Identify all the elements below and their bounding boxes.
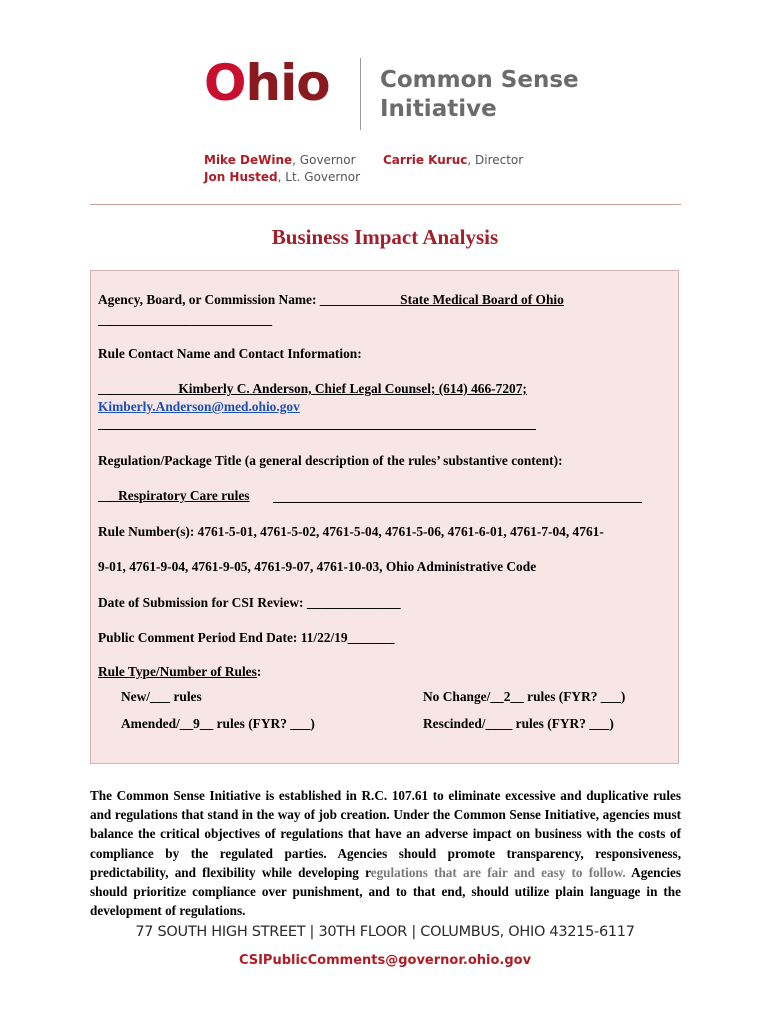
governor-title: , Governor [292,153,356,167]
initiative-line-2: Initiative [380,96,497,122]
comment-period-line [98,630,394,646]
new-rules: New/___ rules [121,689,202,704]
rule-type-heading [98,664,261,680]
page-title: Business Impact Analysis [271,225,499,249]
contact-value: Kimberly C. Anderson, Chief Legal Counsel; (614) 466-7207; [178,381,527,396]
agency-line [98,292,564,308]
director-name: Carrie Kuruc [383,153,468,167]
comment-period-label: Public Comment Period End Date: 11/22/19 [98,630,348,645]
lt-governor-name: Jon Husted [204,170,278,184]
package-title-line [98,488,250,504]
csi-description-paragraph [90,786,681,920]
initiative-line-1: Common Sense [380,67,579,93]
rule-type-colon: : [256,664,262,679]
submission-line [98,595,401,611]
agency-value: State Medical Board of Ohio [400,292,564,307]
header-divider [90,204,681,205]
ohio-logo [204,54,330,112]
contact-underline [98,429,536,430]
comment-period-blank: _______ [347,630,395,645]
paragraph-part-2: egulations that are fair and easy to follow. [370,864,626,880]
paragraph-part-1: The Common Sense Initiative is established in R.C. 107.61 to eliminate excessive and duplicative rules and regulations that stand in the way of job creation. Under the Common Sense Initiative, agencies must balance the critical objectives of regulations that have an adverse impact on business with the costs of compliance by the regulated parties. Agencies should promote transparency, responsiveness, predictability, and flexibility while developing r [90,788,681,880]
contact-email-link[interactable]: Kimberly.Anderson@med.ohio.gov [98,399,300,414]
rule-numbers-line-2: 9-01, 4761-9-04, 4761-9-05, 4761-9-07, 4761-10-03, Ohio Administrative Code [98,559,537,574]
contact-label: Rule Contact Name and Contact Information: [98,346,362,361]
package-title-label: Regulation/Package Title (a general description of the rules’ substantive content): [98,453,563,468]
no-change-rules: No Change/__2__ rules (FYR? ___) [423,689,626,704]
rescinded-rules: Rescinded/____ rules (FYR? ___) [423,716,614,731]
lt-governor-title: , Lt. Governor [277,170,361,184]
director-block [383,152,523,169]
package-title-value: Respiratory Care rules [118,488,250,503]
footer-address: 77 SOUTH HIGH STREET | 30TH FLOOR | COLUMBUS, OHIO 43215-6117 [135,924,635,940]
contact-blank: ____________ [98,381,179,396]
governor-name: Mike DeWine [204,153,293,167]
package-title-blank: ___ [98,488,119,503]
rule-type-label: Rule Type/Number of Rules [98,664,257,679]
ohio-logo-rest: hio [245,54,330,112]
contact-line [98,381,527,397]
director-title: , Director [467,153,524,167]
agency-blank: ____________ [319,292,401,307]
agency-label: Agency, Board, or Commission Name: [98,292,320,307]
submission-blank: ______________ [306,595,401,610]
contact-email-line [98,399,300,415]
footer-email[interactable]: CSIPublicComments@governor.ohio.gov [238,953,532,968]
logo-divider [360,58,361,130]
initiative-logo-text [380,66,579,124]
package-title-underline [273,502,642,503]
paragraph-part-3: Agencies should prioritize compliance over punishment, and to that end, should utilize plain language in the development of regulations. [90,864,681,919]
amended-rules: Amended/__9__ rules (FYR? ___) [121,716,315,731]
governor-block [204,152,360,186]
ohio-logo-o: O [204,54,246,112]
rule-numbers-line-1: Rule Number(s): 4761-5-01, 4761-5-02, 4761-5-04, 4761-5-06, 4761-6-01, 4761-7-04, 4761- [98,524,604,539]
submission-label: Date of Submission for CSI Review: [98,595,307,610]
agency-trailing-blank: __________________________ [98,312,273,327]
